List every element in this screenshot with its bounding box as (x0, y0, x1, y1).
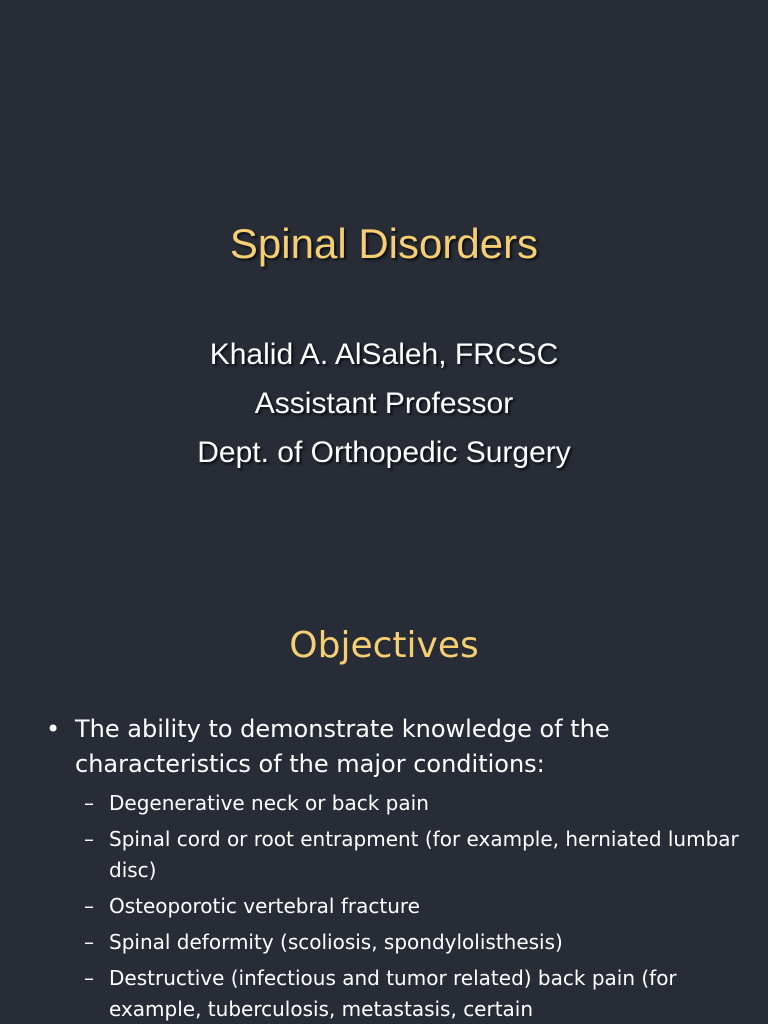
objectives-slide (0, 576, 768, 1024)
condition-text: Degenerative neck or back pain (109, 791, 429, 815)
condition-item (84, 927, 746, 958)
condition-text: Osteoporotic vertebral fracture (109, 894, 420, 918)
condition-item (84, 788, 746, 819)
objective-bullet (46, 712, 746, 782)
slide-title: Spinal Disorders (229, 220, 539, 267)
sub-bullet-marker: – (84, 894, 94, 918)
slide-subtitle (0, 330, 768, 477)
condition-item (84, 824, 746, 886)
author-department: Dept. of Orthopedic Surgery (197, 436, 571, 469)
author-position: Assistant Professor (254, 387, 514, 420)
bullet-marker: • (46, 715, 61, 743)
condition-item (84, 891, 746, 922)
condition-text: Destructive (infectious and tumor related) back pain (for example, tuberculosis, metastasis, certain (109, 966, 677, 1021)
author-name: Khalid A. AlSaleh, FRCSC (209, 338, 559, 371)
condition-text: Spinal deformity (scoliosis, spondylolisthesis) (109, 930, 563, 954)
objectives-title: Objectives (289, 625, 479, 666)
sub-bullet-marker: – (84, 930, 94, 954)
objectives-list (46, 712, 746, 1024)
conditions-list (46, 788, 746, 1024)
sub-bullet-marker: – (84, 966, 94, 990)
condition-item (84, 963, 746, 1024)
sub-bullet-marker: – (84, 827, 94, 851)
sub-bullet-marker: – (84, 791, 94, 815)
bullet-text: The ability to demonstrate knowledge of the characteristics of the major conditions: (75, 715, 610, 778)
condition-text: Spinal cord or root entrapment (for example, herniated lumbar disc) (109, 827, 739, 882)
